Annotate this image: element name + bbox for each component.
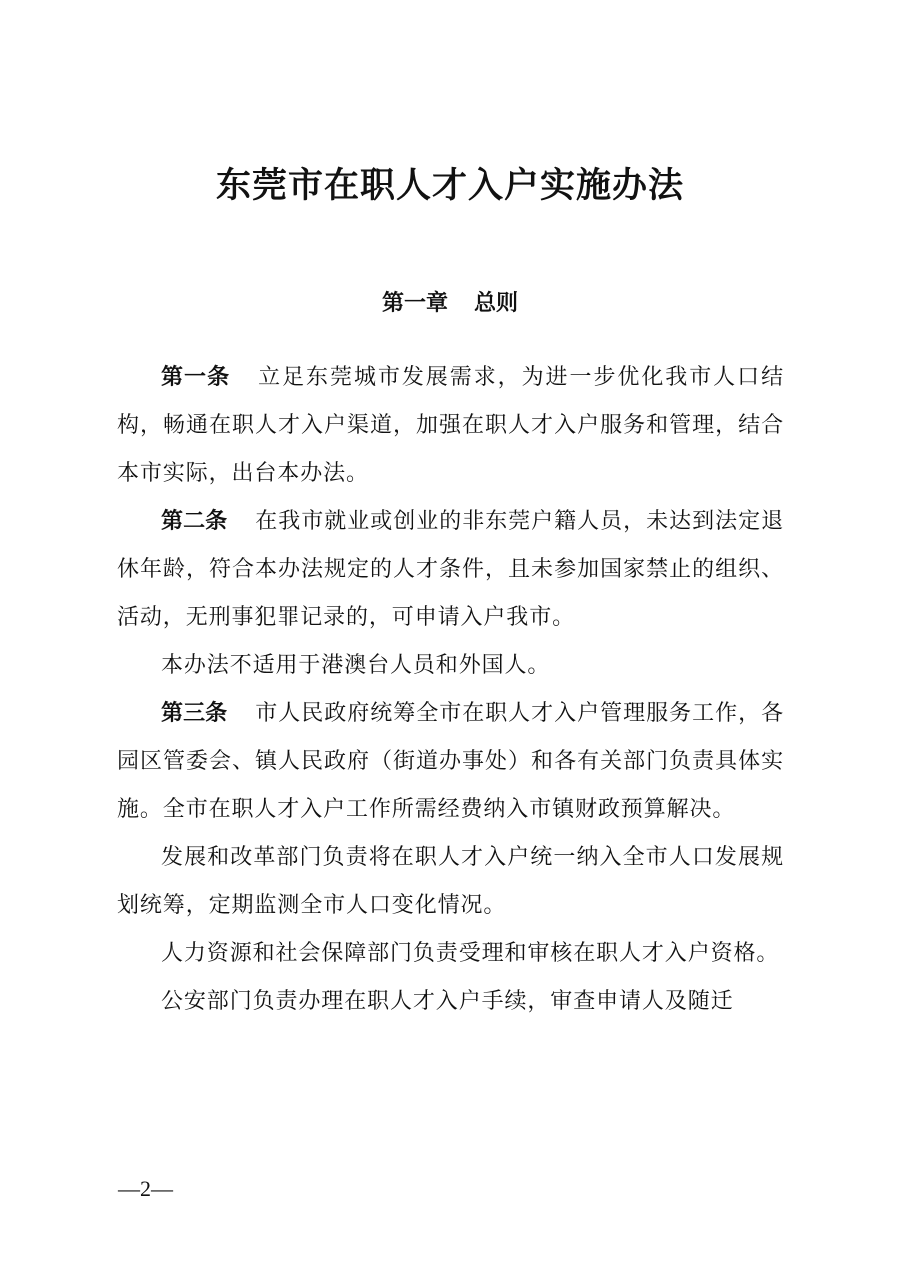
document-title: 东莞市在职人才入户实施办法 [215,165,684,206]
paragraph-text: 立足东莞城市发展需求，为进一步优化我市人口结构，畅通在职人才入户渠道，加强在职人才入户服务和管理，结合本市实际，出台本办法。 [117,365,784,486]
article-label: 第二条 [161,509,228,534]
public-security-paragraph [117,978,784,1026]
paragraph-text: 发展和改革部门负责将在职人才入户统一纳入全市人口发展规划统筹，定期监测全市人口变化情况。 [117,845,784,918]
development-reform-paragraph [117,834,784,930]
page-number: —2— [118,1176,173,1201]
chapter-heading [0,286,900,322]
chapter-name: 总则 [474,291,519,316]
article-label: 第一条 [161,365,231,390]
human-resources-paragraph [117,930,784,978]
paragraph-text: 本办法不适用于港澳台人员和外国人。 [161,653,551,678]
article-3-paragraph [117,690,784,834]
paragraph-text: 公安部门负责办理在职人才入户手续，审查申请人及随迁 [161,989,734,1014]
paragraph-text: 人力资源和社会保障部门负责受理和审核在职人才入户资格。 [161,941,780,966]
scope-paragraph [117,642,784,690]
paragraph-text: 在我市就业或创业的非东莞户籍人员，未达到法定退休年龄，符合本办法规定的人才条件，且未参加国家禁止的组织、活动，无刑事犯罪记录的，可申请入户我市。 [117,509,784,630]
article-2-paragraph [117,498,784,642]
article-label: 第三条 [161,701,228,726]
chapter-number: 第一章 [381,291,448,316]
article-1-paragraph [117,354,784,498]
paragraph-text: 市人民政府统筹全市在职人才入户管理服务工作，各园区管委会、镇人民政府（街道办事处）和各有关部门负责具体实施。全市在职人才入户工作所需经费纳入市镇财政预算解决。 [117,701,784,822]
document-body [117,354,784,1026]
